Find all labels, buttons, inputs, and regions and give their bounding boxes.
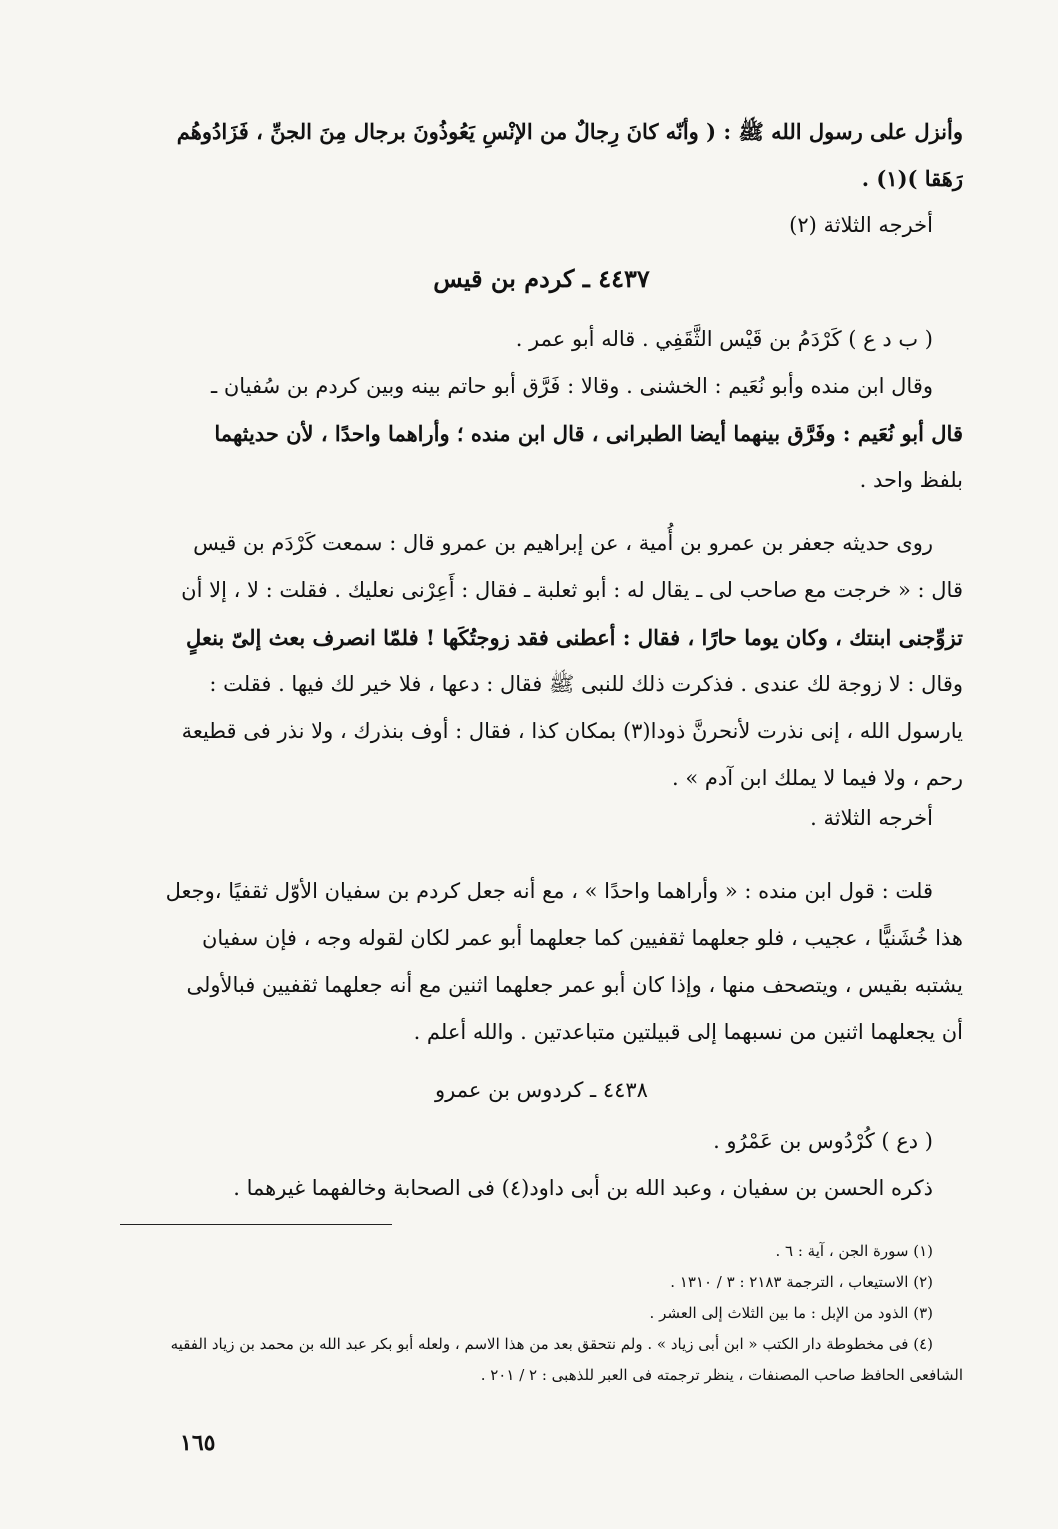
paragraph-line: ذكره الحسن بن سفيان ، وعبد الله بن أبى داود(٤) فى الصحابة وخالفهما غيرهما .: [233, 1176, 933, 1200]
footnote-4: (٤) فى مخطوطة دار الكتب « ابن أبى زياد » . ولم نتحقق بعد من هذا الاسم ، ولعله أبو بكر عبد الله بن محمد بن زياد الفقيه: [170, 1335, 933, 1353]
paragraph-line: أن يجعلهما اثنين من نسبهما إلى قبيلتين متباعدتين . والله أعلم .: [413, 1020, 963, 1044]
footnote-1: (١) سورة الجن ، آية : ٦ .: [775, 1242, 933, 1260]
paragraph-line: هذا خُشَنيًّا ، عجيب ، فلو جعلهما ثقفيين كما جعلهما أبو عمر لكان لقوله وجه ، فإن سفيان: [201, 926, 963, 950]
paragraph-line: ( دع ) كُرْدُوس بن عَمْرُو .: [713, 1129, 933, 1153]
footnote-4-continued: الشافعى الحافظ صاحب المصنفات ، ينظر ترجمته فى العبر للذهبى : ٢ / ٢٠١ .: [480, 1366, 963, 1384]
paragraph-line: يارسول الله ، إنى نذرت لأنحرنَّ ذودا(٣) بمكان كذا ، فقال : أوف بنذرك ، ولا نذر فى قطيعة: [181, 719, 963, 743]
intro-block: [120, 108, 963, 249]
paragraph-line: يشتبه بقيس ، ويتصحف منها ، وإذا كان أبو عمر جعلهما اثنين مع أنه جعلهما ثقفيين فبالأولى: [186, 973, 963, 997]
paragraph-line: وقال : لا زوجة لك عندى . فذكرت ذلك للنبى ﷺ فقال : دعها ، فلا خير لك فيها . فقلت :: [209, 672, 963, 696]
paragraph-line: ( ب د ع ) كَرْدَمُ بن قَيْس الثَّقَفِي . قاله أبو عمر .: [515, 327, 933, 351]
entry-4437-paragraph-3: [120, 868, 963, 1056]
paragraph-line: روى حديثه جعفر بن عمرو بن أُمية ، عن إبراهيم بن عمرو قال : سمعت كَرْدَم بن قيس: [193, 531, 933, 555]
entry-4437-paragraph-2: [120, 520, 963, 834]
paragraph-line: أخرجه الثلاثة .: [810, 806, 933, 830]
intro-line-2: رَهَقا )(١) .: [861, 166, 963, 191]
page-number: ١٦٥: [180, 1430, 216, 1456]
entry-4437-paragraph-1: [120, 316, 963, 504]
entry-4437-title: ٤٤٣٧ ـ كردم بن قيس: [433, 264, 650, 293]
footnote-3: (٣) الذود من الإبل : ما بين الثلاث إلى العشر .: [649, 1304, 933, 1322]
entry-4438-title: ٤٤٣٨ ـ كردوس بن عمرو: [435, 1078, 648, 1102]
paragraph-line: بلفظ واحد .: [859, 468, 963, 492]
entry-4438-body: [120, 1118, 963, 1212]
paragraph-line: تزوِّجنى ابنتك ، وكان يوما حارًا ، فقال : أعطنى فقد زوجتُكَها ! فلمّا انصرف بعث إلىّ بنعلٍ: [186, 625, 963, 650]
paragraph-line: قال : « خرجت مع صاحب لى ـ يقال له : أبو ثعلبة ـ فقال : أَعِرْنى نعليك . فقلت : لا ، إلا أن: [181, 578, 963, 602]
paragraph-line: قلت : قول ابن منده : « وأراهما واحدًا » ، مع أنه جعل كردم بن سفيان الأوّل ثقفيًا ،وجعل: [165, 879, 933, 903]
paragraph-line: وقال ابن منده وأبو نُعَيم : الخشنى . وقالا : فَرَّق أبو حاتم بينه وبين كردم بن سُفيان ـ: [211, 374, 933, 398]
footnotes: [120, 1236, 963, 1391]
footnote-2: (٢) الاستيعاب ، الترجمة ٢١٨٣ : ٣ / ١٣١٠ .: [670, 1273, 933, 1291]
paragraph-line: رحم ، ولا فيما لا يملك ابن آدم » .: [672, 766, 963, 790]
intro-line-1: وأنزل على رسول الله ﷺ : ( وأنّه كانَ رِجالٌ من الإنْسِ يَعُوذُونَ برجال مِنَ الجنِّ ، فَزَادُوهُم: [176, 119, 963, 144]
footnote-separator: [120, 1224, 392, 1225]
intro-line-3: أخرجه الثلاثة (٢): [789, 213, 933, 237]
paragraph-line: قال أبو نُعَيم : وفَرَّق بينهما أيضا الطبرانى ، قال ابن منده ؛ وأراهما واحدًا ، لأن حديثهما: [214, 421, 963, 446]
